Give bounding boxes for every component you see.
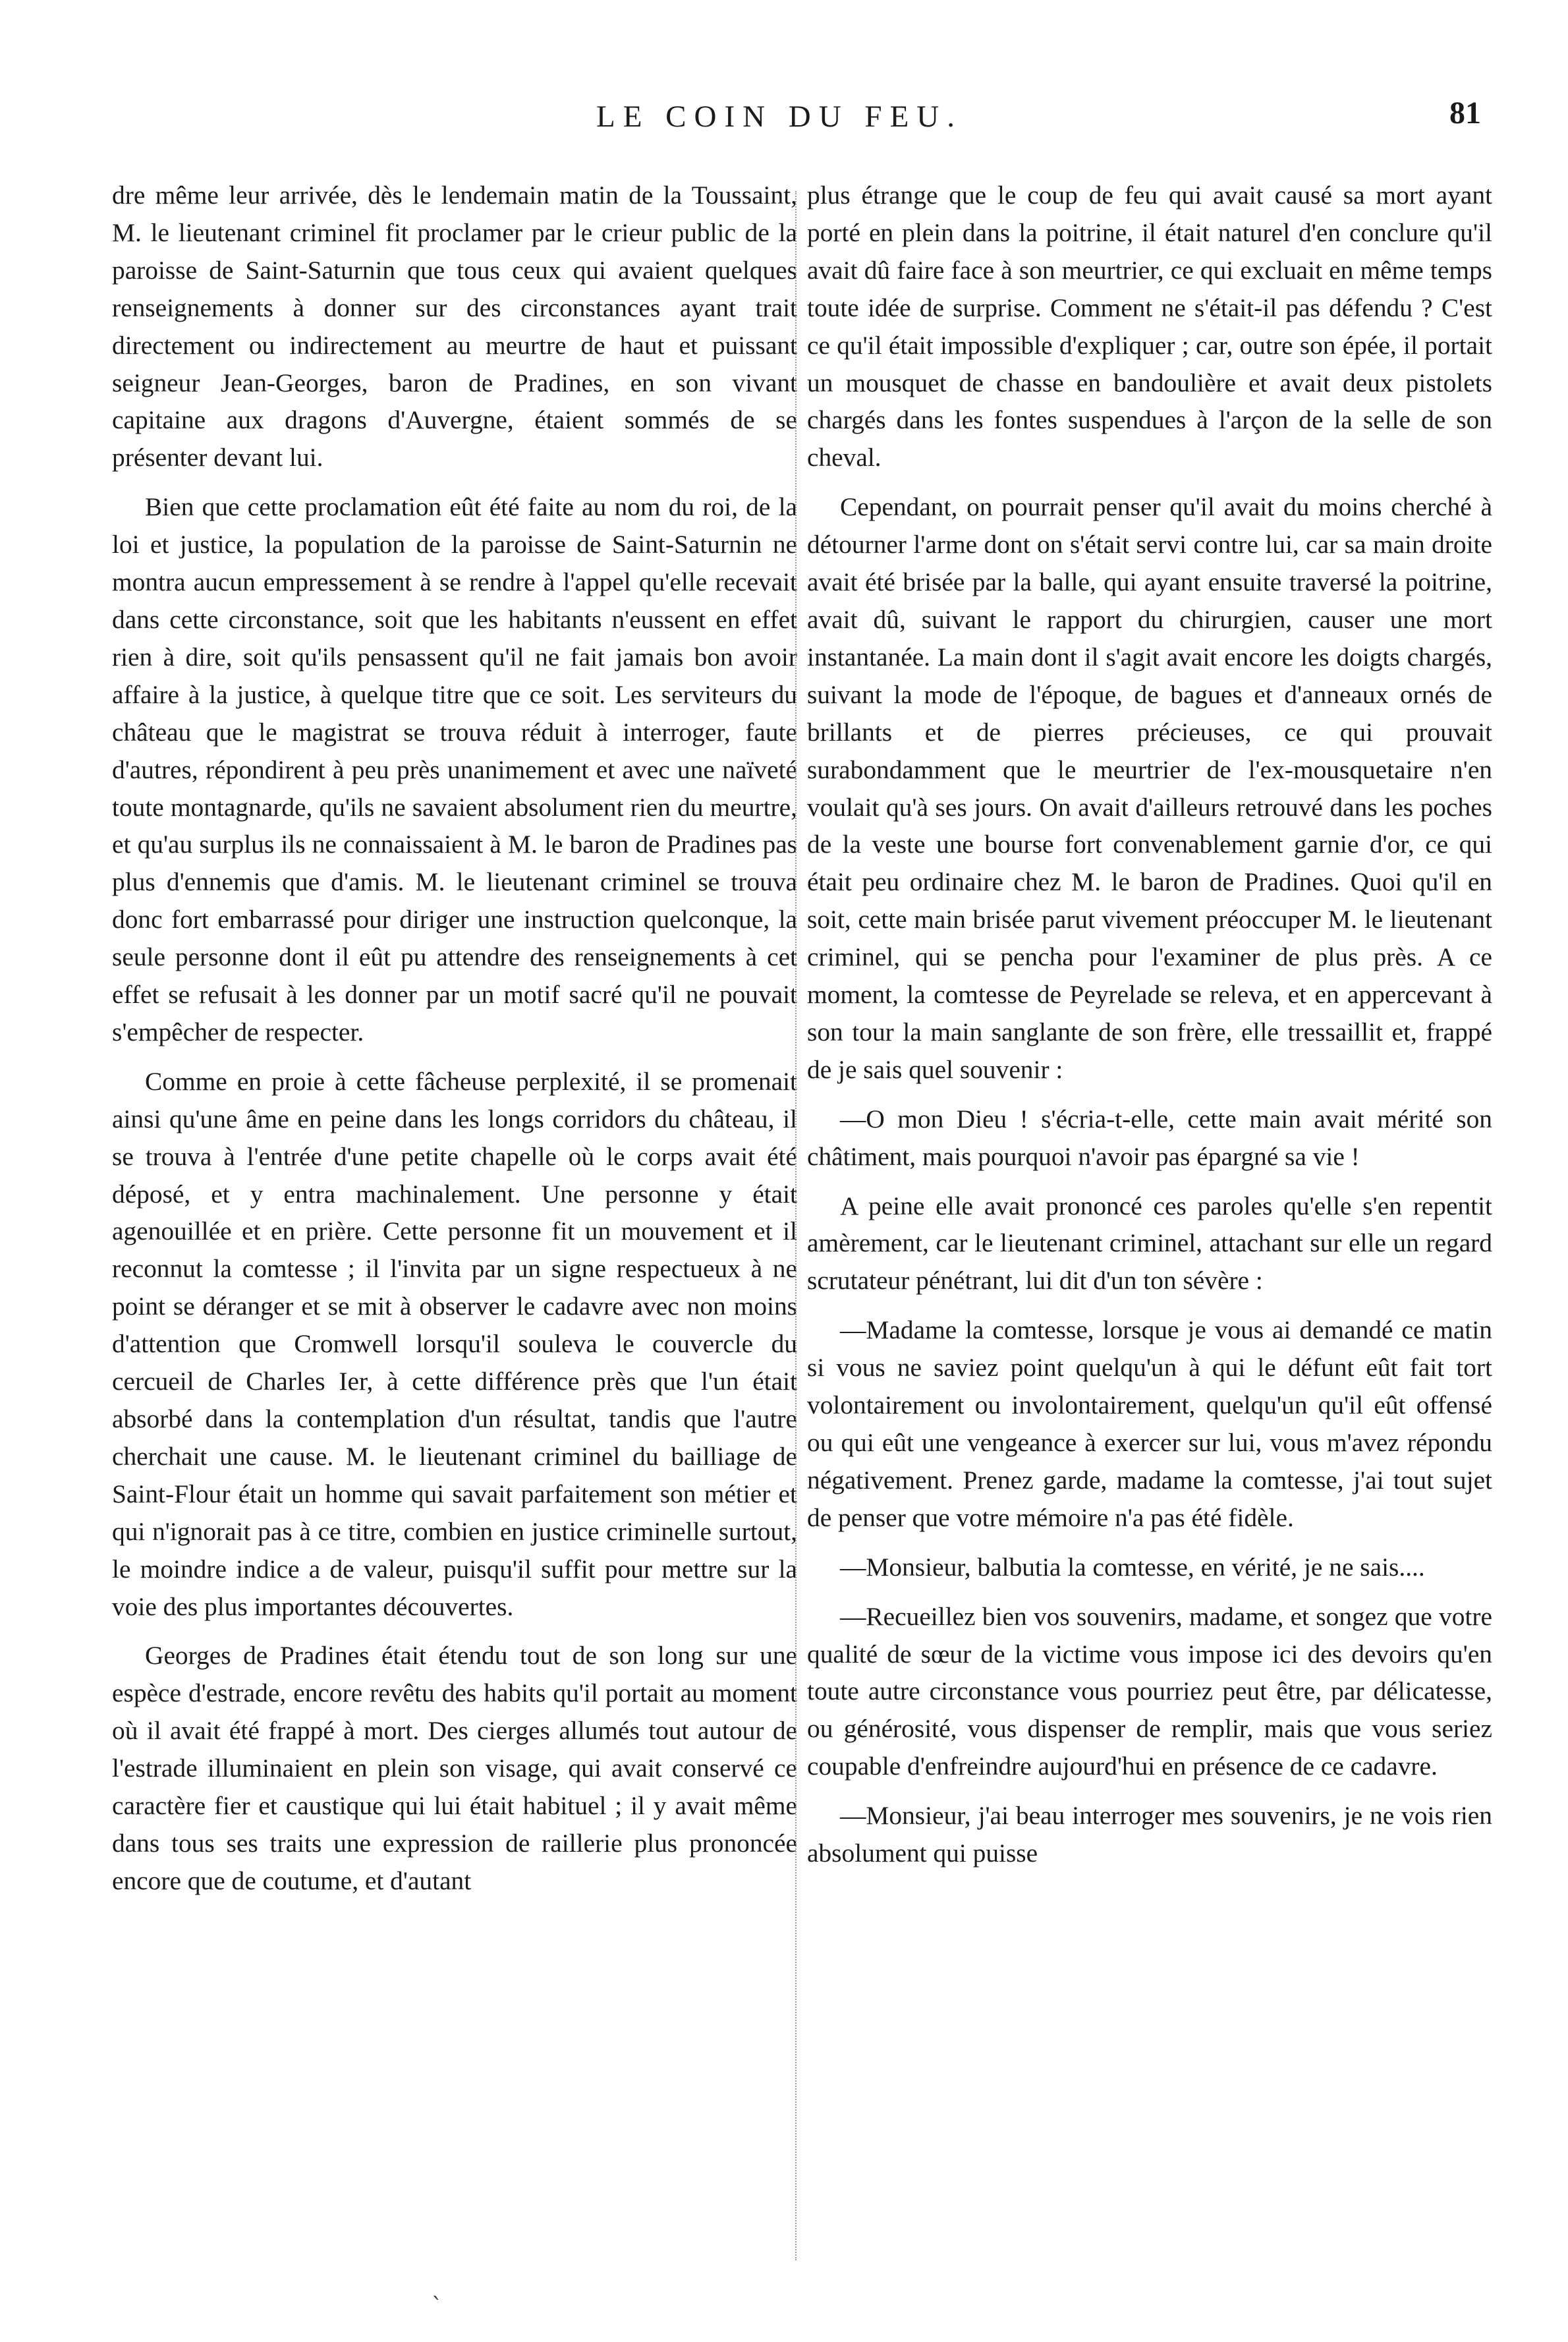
paragraph: —O mon Dieu ! s'écria-t-elle, cette main avait mérité son châtiment, mais pourquoi n'avoir pas épargné sa vie ! bbox=[807, 1104, 1492, 1171]
paragraph: —Monsieur, j'ai beau interroger mes souvenirs, je ne vois rien absolument qui puisse bbox=[807, 1801, 1492, 1868]
paragraph: —Monsieur, balbutia la comtesse, en vérité, je ne sais.... bbox=[840, 1552, 1425, 1582]
left-column bbox=[112, 177, 797, 2285]
paragraph: —Madame la comtesse, lorsque je vous ai demandé ce matin si vous ne saviez point quelqu'un à qui le défunt eût fait tort volontairement ou involontairement, quelqu'un qu'il eût offensé ou qui eût une vengeance à exercer sur lui, vous m'avez répondu négativement. Prenez garde, madame la comtesse, j'ai tout sujet de penser que votre mémoire n'a pas été fidèle. bbox=[807, 1315, 1492, 1532]
column-divider bbox=[795, 191, 797, 2260]
paragraph: Bien que cette proclamation eût été faite au nom du roi, de la loi et justice, la population de la paroisse de Saint-Saturnin ne montra aucun empressement à se rendre à l'appel qu'elle recevait dans cette circonstance, soit que les habitants n'eussent en effet rien à dire, soit qu'ils pensassent qu'il ne fait jamais bon avoir affaire à la justice, à quelque titre que ce soit. Les serviteurs du château que le magistrat se trouva réduit à interroger, faute d'autres, répondirent à peu près unanimement et avec une naïveté toute montagnarde, qu'ils ne savaient absolument rien du meurtre, et qu'au surplus ils ne connaissaient à M. le baron de Pradines pas plus d'ennemis que d'amis. M. le lieutenant criminel se trouva donc fort embarrassé pour diriger une instruction quelconque, la seule personne dont il eût pu attendre des renseignements à cet effet se refusait à les donner par un motif sacré qu'il ne pouvait s'empêcher de respecter. bbox=[112, 492, 797, 1046]
paragraph: Cependant, on pourrait penser qu'il avait du moins cherché à détourner l'arme dont on s'était servi contre lui, car sa main droite avait été brisée par la balle, qui ayant ensuite traversé la poitrine, avait dû, suivant le rapport du chirurgien, causer une mort instantanée. La main dont il s'agit avait encore les doigts chargés, suivant la mode de l'époque, de bagues et d'anneaux ornés de brillants et de pierres précieuses, ce qui prouvait surabondamment que le meurtrier de l'ex-mousquetaire n'en voulait qu'à ses jours. On avait d'ailleurs retrouvé dans les poches de la veste une bourse fort convenablement garnie d'or, ce qui était peu ordinaire chez M. le baron de Pradines. Quoi qu'il en soit, cette main brisée parut vivement préoccuper M. le lieutenant criminel, qui se pencha pour l'examiner de plus près. A ce moment, la comtesse de Peyrelade se releva, et en appercevant à son tour la main sanglante de son frère, elle tressaillit et, frappé de je sais quel souvenir : bbox=[807, 492, 1492, 1084]
paragraph: plus étrange que le coup de feu qui avait causé sa mort ayant porté en plein dans la poitrine, il était naturel d'en conclure qu'il avait dû faire face à son meurtrier, ce qui excluait en même temps toute idée de surprise. Comment ne s'était-il pas défendu ? C'est ce qu'il était impossible d'expliquer ; car, outre son épée, il portait un mousquet de chasse en bandoulière et avait deux pistolets chargés dans les fontes suspendues à l'arçon de la selle de son cheval. bbox=[807, 181, 1492, 472]
page-number: 81 bbox=[1449, 96, 1481, 130]
paragraph: Comme en proie à cette fâcheuse perplexité, il se promenait ainsi qu'une âme en peine dans les longs corridors du château, il se trouva à l'entrée d'une petite chapelle où le corps avait été déposé, et y entra machinalement. Une personne y était agenouillée et en prière. Cette personne fit un mouvement et il reconnut la comtesse ; il l'invita par un signe respectueux à ne point se déranger et se mit à observer le cadavre avec non moins d'attention que Cromwell lorsqu'il souleva le couvercle du cercueil de Charles Ier, à cette différence près que l'un était absorbé dans la contemplation d'un résultat, tandis que l'autre cherchait une cause. M. le lieutenant criminel du bailliage de Saint-Flour était un homme qui savait parfaitement son métier et qui n'ignorait pas à ce titre, combien en justice criminelle surtout, le moindre indice a de valeur, puisqu'il suffit pour mettre sur la voie des plus importantes découvertes. bbox=[112, 1066, 797, 1621]
right-column bbox=[807, 177, 1492, 2285]
paragraph: Georges de Pradines était étendu tout de son long sur une espèce d'estrade, encore revêtu des habits qu'il portait au moment où il avait été frappé à mort. Des cierges allumés tout autour de l'estrade illuminaient en plein son visage, qui avait conservé ce caractère fier et caustique qui lui était habituel ; il y avait même dans tous ses traits une expression de raillerie plus prononcée encore que de coutume, et d'autant bbox=[112, 1641, 797, 1895]
running-header bbox=[0, 96, 1568, 152]
running-title: LE COIN DU FEU. bbox=[596, 100, 963, 134]
footer-mark: ` bbox=[432, 2293, 443, 2320]
paragraph: dre même leur arrivée, dès le lendemain matin de la Toussaint, M. le lieutenant criminel fit proclamer par le crieur public de la paroisse de Saint-Saturnin que tous ceux qui avaient quelques renseignements à donner sur des circonstances ayant trait directement ou indirectement au meurtre de haut et puissant seigneur Jean-Georges, baron de Pradines, en son vivant capitaine aux dragons d'Auvergne, étaient sommés de se présenter devant lui. bbox=[112, 181, 797, 472]
paragraph: —Recueillez bien vos souvenirs, madame, et songez que votre qualité de sœur de la victime vous impose ici des devoirs qu'en toute autre circonstance vous pourriez peut être, par délicatesse, ou générosité, vous dispenser de remplir, mais que vous seriez coupable d'enfreindre aujourd'hui en présence de ce cadavre. bbox=[807, 1601, 1492, 1781]
paragraph: A peine elle avait prononcé ces paroles qu'elle s'en repentit amèrement, car le lieutenant criminel, attachant sur elle un regard scrutateur pénétrant, lui dit d'un ton sévère : bbox=[807, 1191, 1492, 1296]
